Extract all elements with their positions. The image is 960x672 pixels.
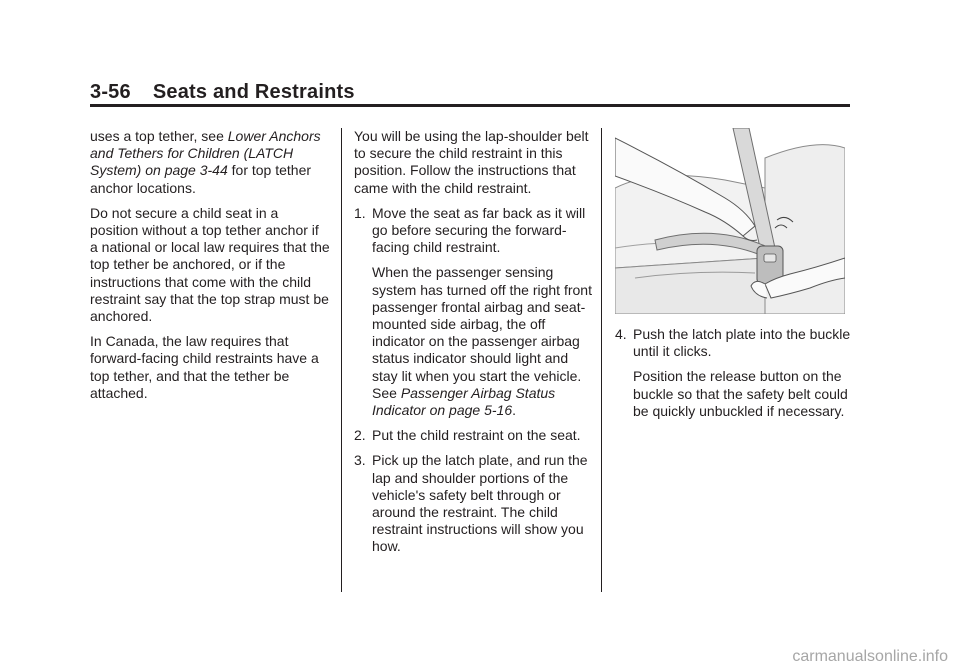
paragraph-law-requirement: Do not secure a child seat in a position without a top tether anchor if a national or local law requires that the top tether be anchored, or if the instructions that come with the child restraint say that the top strap must be anchored.: [90, 204, 330, 325]
step-number: 4.: [615, 326, 627, 342]
column-divider: [341, 128, 342, 592]
step-text: Move the seat as far back as it will go before securing the forward-facing child restraint.: [372, 204, 586, 256]
column-divider: [601, 128, 602, 592]
paragraph-intro: You will be using the lap-shoulder belt to secure the child restraint in this position. Follow the instructions that came with the child restraint.: [354, 128, 589, 196]
section-title: Seats and Restraints: [152, 81, 355, 103]
text: uses a top tether, see: [90, 128, 228, 144]
step-4: [615, 326, 855, 360]
step-4-note: Position the release button on the buckle so that the safety belt could be quickly unbuckled if necessary.: [633, 368, 848, 419]
latch-plate-illustration: [615, 128, 845, 314]
text: for top tether anchor locations.: [90, 162, 312, 196]
page-header: [90, 81, 355, 104]
paragraph-top-tether: [90, 128, 330, 197]
paragraph-canada: In Canada, the law requires that forward-facing child restraints have a top tether, and that the tether be attached.: [90, 333, 319, 401]
step-1: [354, 205, 592, 257]
step-number: 3.: [354, 452, 366, 469]
text: When the passenger sensing system has turned off the right front passenger frontal airbag and seat-mounted side airbag, the off indicator on the passenger airbag status indicator should light and stay lit when you start the vehicle. See: [372, 264, 592, 401]
step-text: Put the child restraint on the seat.: [372, 427, 581, 444]
column-left: [90, 128, 330, 410]
column-right: [615, 128, 855, 428]
text: .: [512, 402, 516, 419]
watermark: carmanualsonline.info: [792, 648, 948, 665]
step-1-note: [354, 264, 592, 419]
step-number: 1.: [354, 204, 366, 221]
step-number: 2.: [354, 427, 366, 444]
cross-reference-latch[interactable]: Lower Anchors and Tethers for Children (LATCH System) on page 3-44: [90, 128, 321, 179]
step-3: [354, 452, 592, 555]
step-text: Pick up the latch plate, and run the lap and shoulder portions of the vehicle's safety belt through or around the restraint. The child restraint instructions will show you how.: [372, 452, 588, 555]
cross-reference-airbag-indicator[interactable]: Passenger Airbag Status Indicator on page 5-16: [372, 384, 556, 419]
step-2: [354, 427, 592, 444]
page-number: 3-56: [90, 81, 131, 103]
step-text: Push the latch plate into the buckle until it clicks.: [633, 326, 851, 360]
column-middle: [354, 128, 592, 564]
header-rule: [90, 104, 850, 107]
buckle-illustration-svg: [615, 128, 845, 314]
